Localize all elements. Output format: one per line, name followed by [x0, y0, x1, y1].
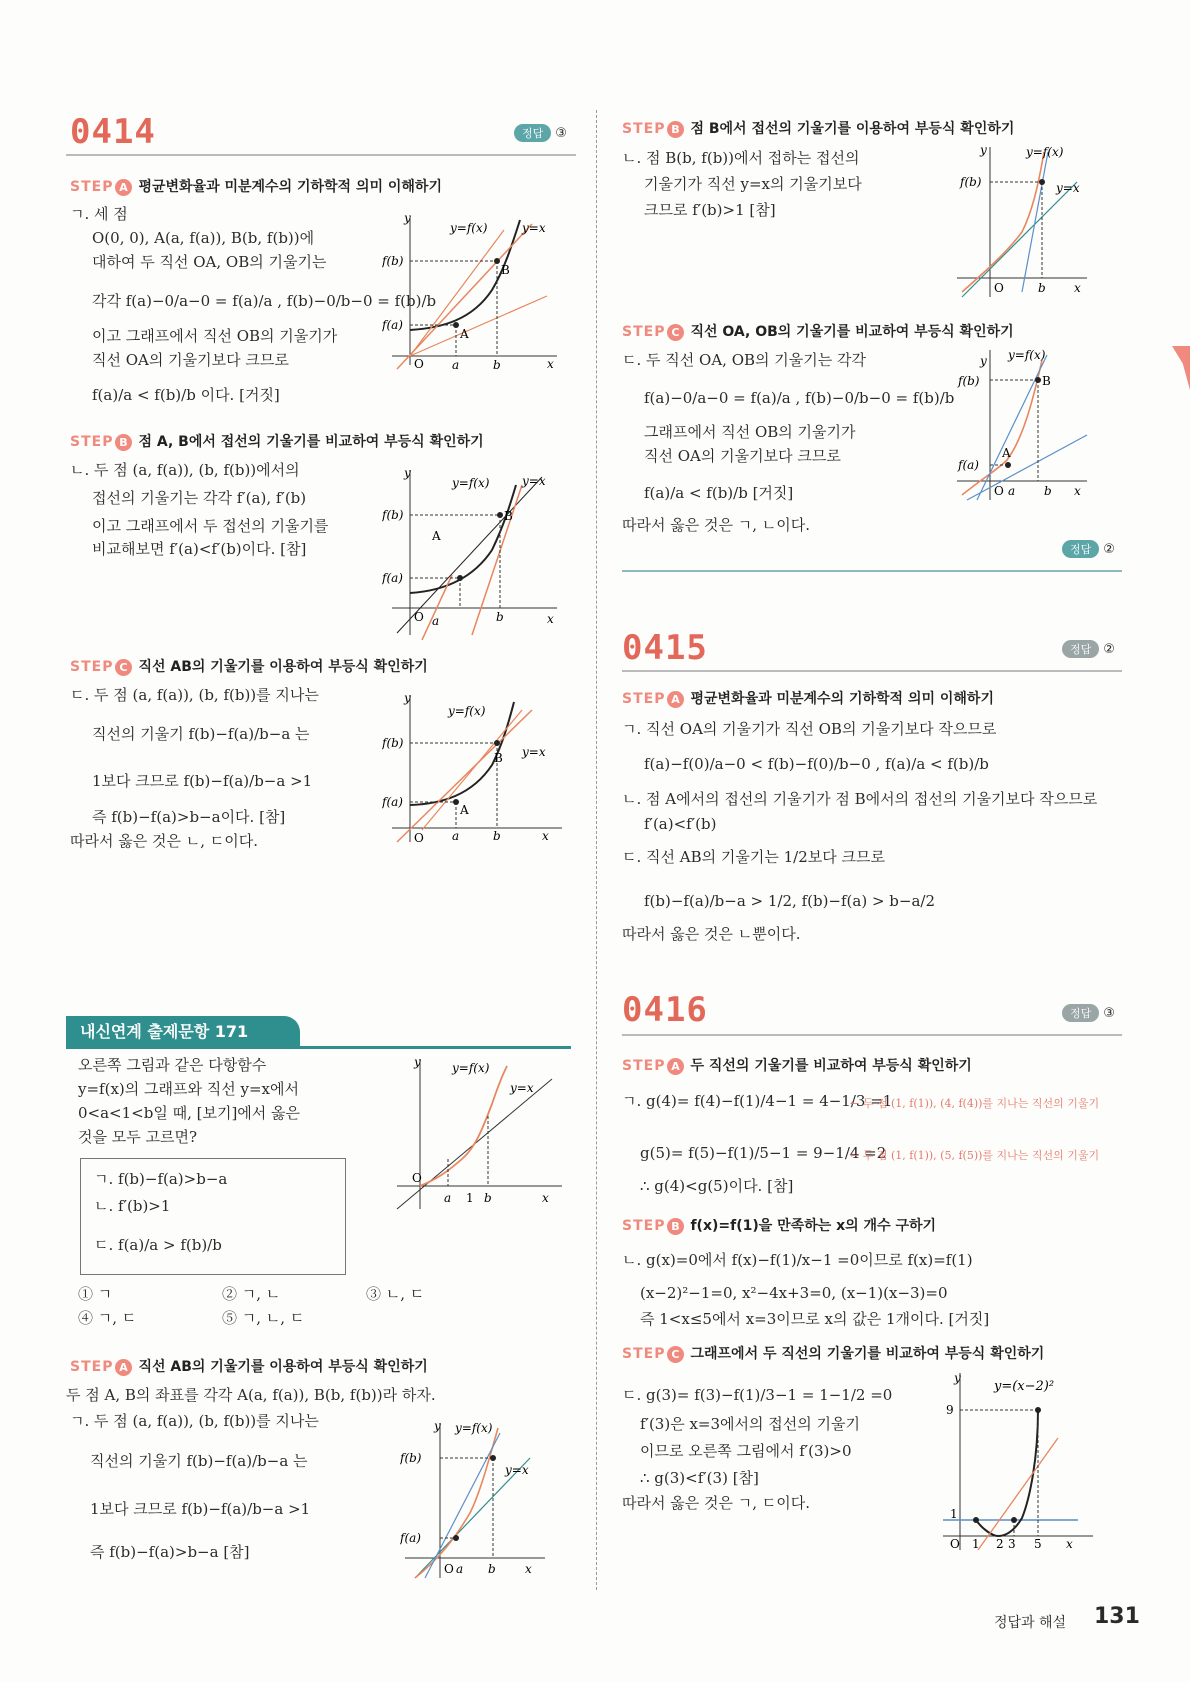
svg-text:x: x: [525, 1562, 532, 1576]
text-line: 기울기가 직선 y=x의 기울기보다: [644, 175, 862, 193]
step-tag: STEP C: [622, 1346, 684, 1362]
answer-label: 정답: [514, 124, 551, 142]
text-line: 직선 OA의 기울기보다 크므로: [644, 447, 841, 465]
text-line: g(5)= f(5)−f(1)/5−1 = 9−1/4 =2: [640, 1144, 887, 1162]
svg-text:y=x: y=x: [510, 1081, 534, 1095]
step-tag: STEP A: [622, 1058, 684, 1074]
text-line: 1보다 크므로 f(b)−f(a)/b−a >1: [92, 772, 313, 790]
svg-text:a: a: [1008, 484, 1016, 498]
svg-text:O: O: [950, 1537, 960, 1551]
text-line: ㄴ. 점 B(b, f(b))에서 접하는 접선의: [622, 149, 860, 167]
svg-text:f(a): f(a): [382, 571, 403, 585]
svg-text:A: A: [460, 327, 469, 341]
column-divider: [596, 110, 597, 1590]
text-line: 따라서 옳은 것은 ㄱ, ㄷ이다.: [622, 1494, 810, 1512]
text-line: ㄷ. g(3)= f(3)−f(1)/3−1 = 1−1/2 =0: [622, 1386, 893, 1404]
svg-text:B: B: [504, 509, 513, 523]
origin-label: O: [414, 357, 424, 370]
graph-0414-right-b: [952, 142, 1092, 302]
text-line: 대하여 두 직선 OA, OB의 기울기는: [92, 253, 327, 271]
svg-text:9: 9: [946, 1403, 954, 1417]
svg-text:b: b: [496, 610, 504, 624]
step-heading-0414-right-c: STEP C 직선 OA, OB의 기울기를 비교하여 부등식 확인하기: [622, 324, 1014, 340]
svg-text:1: 1: [466, 1191, 474, 1205]
question-line: 것을 모두 고르면?: [78, 1128, 198, 1146]
text-line: (x−2)²−1=0, x²−4x+3=0, (x−1)(x−3)=0: [640, 1284, 948, 1302]
step-heading-0416-c: STEP C 그래프에서 두 직선의 기울기를 비교하여 부등식 확인하기: [622, 1346, 1045, 1362]
banner-underline: [66, 1046, 571, 1049]
step-tag: STEP A: [70, 179, 132, 195]
svg-text:a: a: [432, 614, 440, 628]
svg-text:b: b: [493, 358, 501, 370]
graph-0414-a: [382, 210, 562, 370]
graph-naesin-question: [392, 1054, 567, 1214]
svg-text:y: y: [980, 143, 987, 157]
svg-text:y=f(x): y=f(x): [450, 221, 488, 235]
svg-text:1: 1: [950, 1507, 958, 1521]
svg-text:f(b): f(b): [382, 736, 404, 750]
text-line: ∴ g(4)<g(5)이다. [참]: [640, 1177, 794, 1195]
note: ← 두 점 (1, f(1)), (4, f(4))를 지나는 직선의 기울기: [850, 1097, 1100, 1110]
svg-text:y: y: [434, 1419, 441, 1433]
text-line: 각각 f(a)−0/a−0 = f(a)/a , f(b)−0/b−0 = f(b)/b: [92, 292, 437, 310]
graph-0414-c: [382, 690, 572, 845]
text-line: f(a)−0/a−0 = f(a)/a , f(b)−0/b−0 = f(b)/b: [644, 389, 955, 407]
svg-text:A: A: [460, 803, 469, 817]
text-line: 따라서 옳은 것은 ㄴ, ㄷ이다.: [70, 832, 258, 850]
svg-text:y=x: y=x: [522, 474, 546, 488]
svg-text:A: A: [432, 529, 441, 543]
answer-value: ②: [1103, 542, 1115, 557]
step-heading-0416-a: STEP A 두 직선의 기울기를 비교하여 부등식 확인하기: [622, 1058, 972, 1074]
text-line: 접선의 기울기는 각각 f′(a), f′(b): [92, 489, 307, 507]
svg-text:y=f(x): y=f(x): [455, 1421, 493, 1435]
svg-text:f(a): f(a): [400, 1531, 421, 1545]
step-tag: STEP C: [622, 324, 684, 340]
solution-line: 1보다 크므로 f(b)−f(a)/b−a >1: [90, 1500, 311, 1518]
bogi-item: ㄴ. f′(b)>1: [94, 1197, 171, 1215]
svg-text:f(a): f(a): [382, 795, 403, 809]
bogi-item: ㄷ. f(a)/a > f(b)/b: [94, 1236, 222, 1254]
step-heading-a: STEP A 평균변화율과 미분계수의 기하학적 의미 이해하기: [70, 179, 442, 195]
svg-text:1: 1: [972, 1537, 980, 1551]
svg-text:O: O: [412, 1171, 422, 1185]
graph-0414-right-c: [952, 345, 1092, 505]
text-line: f(b)−f(a)/b−a > 1/2, f(b)−f(a) > b−a/2: [644, 892, 936, 910]
note: ← 두 점 (1, f(1)), (5, f(5))를 지나는 직선의 기울기: [850, 1149, 1100, 1162]
step-tag: STEP B: [622, 1218, 684, 1234]
svg-text:x: x: [547, 612, 554, 626]
step-tag: STEP C: [70, 659, 132, 675]
svg-text:B: B: [501, 263, 510, 277]
svg-text:f(a): f(a): [958, 458, 979, 472]
text-line: ㄱ. 직선 OA의 기울기가 직선 OB의 기울기보다 작으므로: [622, 720, 997, 738]
solution-line: 즉 f(b)−f(a)>b−a [참]: [90, 1543, 250, 1561]
step-tag: STEP A: [622, 691, 684, 707]
svg-text:a: a: [452, 358, 460, 370]
answer-value: ③: [555, 126, 567, 141]
question-line: y=f(x)의 그래프와 직선 y=x에서: [78, 1080, 299, 1098]
problem-number-0416: 0416: [622, 990, 708, 1030]
text-line: 따라서 옳은 것은 ㄴ뿐이다.: [622, 925, 801, 943]
svg-text:y=f(x): y=f(x): [452, 476, 490, 490]
divider: [66, 154, 576, 156]
svg-text:y: y: [980, 354, 987, 368]
svg-text:y=x: y=x: [505, 1463, 529, 1477]
svg-text:y: y: [404, 466, 411, 480]
problem-number-0415: 0415: [622, 628, 708, 668]
svg-text:y=f(x): y=f(x): [448, 704, 486, 718]
divider: [622, 1034, 1122, 1036]
edge-tab: [1172, 346, 1190, 390]
svg-text:f(b): f(b): [960, 175, 982, 189]
text-line: ㄷ. 두 점 (a, f(a)), (b, f(b))를 지나는: [70, 686, 319, 704]
step-heading-0416-b: STEP B f(x)=f(1)을 만족하는 x의 개수 구하기: [622, 1218, 937, 1234]
answer-label: 정답: [1062, 540, 1099, 558]
svg-text:x: x: [1066, 1537, 1073, 1551]
graph-0414-b: [382, 465, 562, 640]
svg-text:a: a: [452, 829, 460, 843]
svg-text:y: y: [414, 1055, 421, 1069]
text-line: 즉 f(b)−f(a)>b−a이다. [참]: [92, 808, 286, 826]
text-line: 직선의 기울기 f(b)−f(a)/b−a 는: [92, 725, 310, 743]
choice[interactable]: ⑤ ㄱ, ㄴ, ㄷ: [222, 1309, 305, 1327]
svg-text:B: B: [1042, 374, 1051, 388]
choice[interactable]: ④ ㄱ, ㄷ: [78, 1309, 137, 1327]
divider: [622, 570, 1122, 572]
page-number: 131: [1094, 1604, 1140, 1629]
text-line: ㄷ. 두 직선 OA, OB의 기울기는 각각: [622, 351, 866, 369]
svg-text:f(b): f(b): [382, 254, 404, 268]
text-line: ㄴ. g(x)=0에서 f(x)−f(1)/x−1 =0이므로 f(x)=f(1): [622, 1251, 973, 1269]
svg-text:b: b: [493, 829, 501, 843]
svg-text:O: O: [994, 484, 1004, 498]
axis-y-label: y: [404, 211, 411, 225]
text-line: 크므로 f′(b)>1 [참]: [644, 201, 776, 219]
solution-line: ㄱ. 두 점 (a, f(a)), (b, f(b))를 지나는: [70, 1412, 319, 1430]
step-tag: STEP B: [622, 121, 684, 137]
axis-x-label: x: [547, 357, 554, 370]
answer-value: ②: [1103, 642, 1115, 657]
question-line: 오른쪽 그림과 같은 다항함수: [78, 1056, 267, 1074]
svg-text:O: O: [994, 281, 1004, 295]
svg-text:b: b: [1038, 281, 1046, 295]
svg-text:2: 2: [996, 1537, 1004, 1551]
svg-text:a: a: [456, 1562, 464, 1576]
text-line: 비교해보면 f′(a)<f′(b)이다. [참]: [92, 540, 307, 558]
svg-text:b: b: [488, 1562, 496, 1576]
graph-naesin-solution: [400, 1418, 550, 1583]
answer-badge-0414: [514, 124, 567, 142]
text-line: f′(3)은 x=3에서의 접선의 기울기: [640, 1415, 860, 1433]
step-heading-c: STEP C 직선 AB의 기울기를 이용하여 부등식 확인하기: [70, 659, 428, 675]
text-line: f(a)−f(0)/a−0 < f(b)−f(0)/b−0 , f(a)/a < f(b)/b: [644, 755, 989, 773]
bogi-item: ㄱ. f(b)−f(a)>b−a: [94, 1170, 228, 1188]
answer-badge-0415: [1062, 640, 1115, 658]
svg-text:y=x: y=x: [1056, 181, 1080, 195]
footer-label: 정답과 해설: [994, 1615, 1067, 1631]
svg-text:f(a): f(a): [382, 318, 403, 332]
step-tag: STEP B: [70, 434, 132, 450]
text-line: ㄱ. g(4)= f(4)−f(1)/4−1 = 4−1/3 =1: [622, 1092, 893, 1110]
problem-number-0414: 0414: [70, 112, 156, 152]
svg-text:y=x: y=x: [522, 745, 546, 759]
svg-text:x: x: [1074, 484, 1081, 498]
answer-badge-0416: [1062, 1004, 1115, 1022]
text-line: 그래프에서 직선 OB의 기울기가: [644, 423, 856, 441]
svg-text:y=x: y=x: [522, 221, 546, 235]
svg-text:5: 5: [1034, 1537, 1042, 1551]
svg-text:f(b): f(b): [382, 508, 404, 522]
text-line: 이고 그래프에서 직선 OB의 기울기가: [92, 327, 338, 345]
svg-text:y=f(x): y=f(x): [1008, 348, 1046, 362]
step-heading-0414-right-b: STEP B 점 B에서 접선의 기울기를 이용하여 부등식 확인하기: [622, 121, 1015, 137]
svg-text:x: x: [542, 829, 549, 843]
svg-text:a: a: [444, 1191, 452, 1205]
step-heading-naesin: STEP A 직선 AB의 기울기를 이용하여 부등식 확인하기: [70, 1359, 428, 1375]
svg-text:y=f(x): y=f(x): [1026, 145, 1064, 159]
svg-text:f(b): f(b): [958, 374, 980, 388]
text-line: 즉 1<x≤5에서 x=3이므로 x의 값은 1개이다. [거짓]: [640, 1310, 990, 1328]
svg-text:f(b): f(b): [400, 1451, 422, 1465]
text-line: 직선 OA의 기울기보다 크므로: [92, 351, 289, 369]
naesin-banner: 내신연계 출제문항 171: [66, 1016, 300, 1048]
svg-text:y: y: [404, 691, 411, 705]
answer-label: 정답: [1062, 1004, 1099, 1022]
question-line: 0<a<1<b일 때, [보기]에서 옳은: [78, 1104, 301, 1122]
divider: [622, 670, 1122, 672]
svg-text:B: B: [494, 751, 503, 765]
answer-label: 정답: [1062, 640, 1099, 658]
svg-text:O: O: [414, 610, 424, 624]
step-heading-b: STEP B 점 A, B에서 접선의 기울기를 비교하여 부등식 확인하기: [70, 434, 484, 450]
text-line: ㄴ. 두 점 (a, f(a)), (b, f(b))에서의: [70, 461, 300, 479]
text-line: 따라서 옳은 것은 ㄱ, ㄴ이다.: [622, 516, 810, 534]
svg-text:b: b: [1044, 484, 1052, 498]
text-line: ㄴ. 점 A에서의 접선의 기울기가 점 B에서의 접선의 기울기보다 작으므로: [622, 790, 1098, 808]
svg-text:O: O: [414, 831, 424, 845]
text-line: O(0, 0), A(a, f(a)), B(b, f(b))에: [92, 229, 315, 247]
choice[interactable]: ① ㄱ: [78, 1285, 113, 1303]
svg-text:A: A: [1002, 446, 1011, 460]
text-line: ∴ g(3)<f′(3) [참]: [640, 1469, 759, 1487]
text-line: ㄷ. 직선 AB의 기울기는 1/2보다 크므로: [622, 848, 885, 866]
solution-line: 두 점 A, B의 좌표를 각각 A(a, f(a)), B(b, f(b))라 하자.: [66, 1386, 436, 1404]
svg-text:x: x: [1074, 281, 1081, 295]
choice[interactable]: ③ ㄴ, ㄷ: [366, 1285, 425, 1303]
svg-text:y: y: [954, 1371, 961, 1385]
solution-line: 직선의 기울기 f(b)−f(a)/b−a 는: [90, 1452, 308, 1470]
text-line: ㄱ. 세 점: [70, 205, 128, 223]
svg-text:y=f(x): y=f(x): [452, 1061, 490, 1075]
graph-0416: [938, 1368, 1098, 1553]
svg-text:x: x: [542, 1191, 549, 1205]
choice[interactable]: ② ㄱ, ㄴ: [222, 1285, 281, 1303]
text-line: 이므로 오른쪽 그림에서 f′(3)>0: [640, 1442, 852, 1460]
svg-text:O: O: [444, 1562, 454, 1576]
step-heading-0415-a: STEP A 평균변화율과 미분계수의 기하학적 의미 이해하기: [622, 691, 994, 707]
step-tag: STEP A: [70, 1359, 132, 1375]
svg-text:y=(x−2)²: y=(x−2)²: [994, 1379, 1055, 1394]
text-line: f(a)/a < f(b)/b 이다. [거짓]: [92, 386, 280, 404]
text-line: f′(a)<f′(b): [644, 815, 717, 833]
svg-text:b: b: [484, 1191, 492, 1205]
text-line: 이고 그래프에서 두 접선의 기울기를: [92, 517, 329, 535]
svg-text:3: 3: [1008, 1537, 1016, 1551]
answer-badge-0414-right: [1062, 540, 1115, 558]
text-line: f(a)/a < f(b)/b [거짓]: [644, 484, 794, 502]
answer-value: ③: [1103, 1006, 1115, 1021]
